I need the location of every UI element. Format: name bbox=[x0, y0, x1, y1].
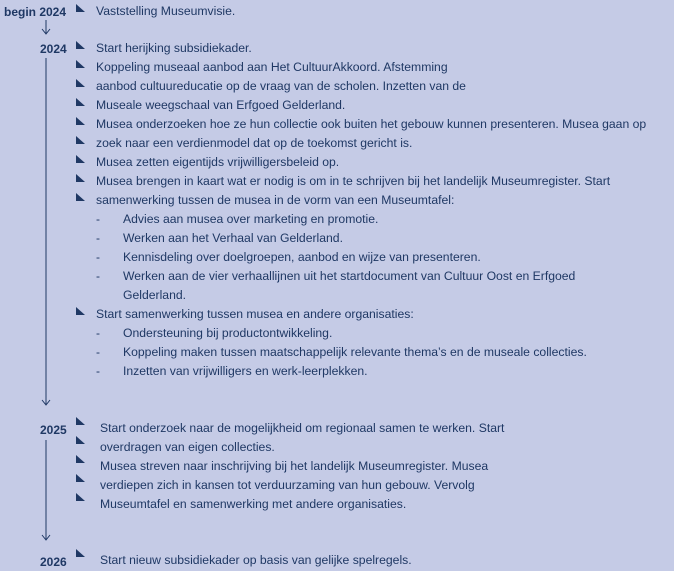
timeline-subitem: Koppeling maken tussen maatschappelijk relevante thema’s en de museale collecties. bbox=[123, 345, 587, 359]
timeline-subitem: Werken aan het Verhaal van Gelderland. bbox=[123, 231, 343, 245]
flag-icon bbox=[76, 79, 85, 87]
flag-icon bbox=[76, 41, 85, 49]
timeline-subitem: Ondersteuning bij productontwikkeling. bbox=[123, 326, 333, 340]
year-label: 2026 bbox=[40, 555, 67, 569]
timeline-text: Start onderzoek naar de mogelijkheid om regionaal samen te werken. Start bbox=[100, 421, 505, 435]
timeline-text: Vaststelling Museumvisie. bbox=[96, 4, 236, 18]
bullet-dash: - bbox=[96, 364, 100, 378]
flag-icon bbox=[76, 117, 85, 125]
flag-icon bbox=[76, 307, 85, 315]
timeline-text: Museale weegschaal van Erfgoed Gelderland. bbox=[96, 98, 346, 112]
bullet-dash: - bbox=[96, 231, 100, 245]
flag-icon bbox=[76, 193, 85, 201]
year-label: begin 2024 bbox=[4, 5, 67, 19]
flag-icon bbox=[76, 474, 85, 482]
bullet-dash: - bbox=[96, 212, 100, 226]
flag-icon bbox=[76, 417, 85, 425]
timeline-text: verdiepen zich in kansen tot verduurzaming van hun gebouw. Vervolg bbox=[100, 478, 475, 492]
flag-icon bbox=[76, 155, 85, 163]
flag-icon bbox=[76, 4, 85, 12]
timeline-text: zoek naar een verdienmodel dat op de toekomst gericht is. bbox=[96, 136, 413, 150]
bullet-dash: - bbox=[96, 269, 100, 283]
flag-icon bbox=[76, 549, 85, 557]
year-label: 2025 bbox=[40, 423, 67, 437]
flag-icon bbox=[76, 493, 85, 501]
flag-icon bbox=[76, 136, 85, 144]
flag-icon bbox=[76, 60, 85, 68]
bullet-dash: - bbox=[96, 326, 100, 340]
timeline-text: Start samenwerking tussen musea en andere organisaties: bbox=[96, 307, 414, 321]
timeline-subitem: Werken aan de vier verhaallijnen uit het startdocument van Cultuur Oost en Erfgoed bbox=[123, 269, 576, 283]
flag-icon bbox=[76, 455, 85, 463]
timeline-text: Start herijking subsidiekader. bbox=[96, 41, 252, 55]
flag-icon bbox=[76, 98, 85, 106]
timeline-subitem: Kennisdeling over doelgroepen, aanbod en wijze van presenteren. bbox=[123, 250, 481, 264]
timeline-text: overdragen van eigen collecties. bbox=[100, 440, 275, 454]
bullet-dash: - bbox=[96, 250, 100, 264]
timeline-text: Musea streven naar inschrijving bij het landelijk Museumregister. Musea bbox=[100, 459, 489, 473]
timeline-text: Musea zetten eigentijds vrijwilligersbeleid op. bbox=[96, 155, 340, 169]
timeline-text: Start nieuw subsidiekader op basis van gelijke spelregels. bbox=[100, 553, 412, 567]
timeline-text: Koppeling museaal aanbod aan Het CultuurAkkoord. Afstemming bbox=[96, 60, 448, 74]
timeline-subitem: Advies aan musea over marketing en promotie. bbox=[123, 212, 379, 226]
bullet-dash: - bbox=[96, 345, 100, 359]
timeline-subitem: Gelderland. bbox=[123, 288, 187, 302]
timeline-text: Musea brengen in kaart wat er nodig is om in te schrijven bij het landelijk Museumregister. Start bbox=[96, 174, 611, 188]
timeline-text: Musea onderzoeken hoe ze hun collectie ook buiten het gebouw kunnen presenteren. Musea gaan op bbox=[96, 117, 647, 131]
timeline-text: Museumtafel en samenwerking met andere organisaties. bbox=[100, 497, 407, 511]
timeline-text: samenwerking tussen de musea in de vorm van een Museumtafel: bbox=[96, 193, 455, 207]
timeline-text: aanbod cultuureducatie op de vraag van de scholen. Inzetten van de bbox=[96, 79, 466, 93]
flag-icon bbox=[76, 436, 85, 444]
flag-icon bbox=[76, 174, 85, 182]
timeline-subitem: Inzetten van vrijwilligers en werk-leerplekken. bbox=[123, 364, 368, 378]
year-label: 2024 bbox=[40, 42, 67, 56]
